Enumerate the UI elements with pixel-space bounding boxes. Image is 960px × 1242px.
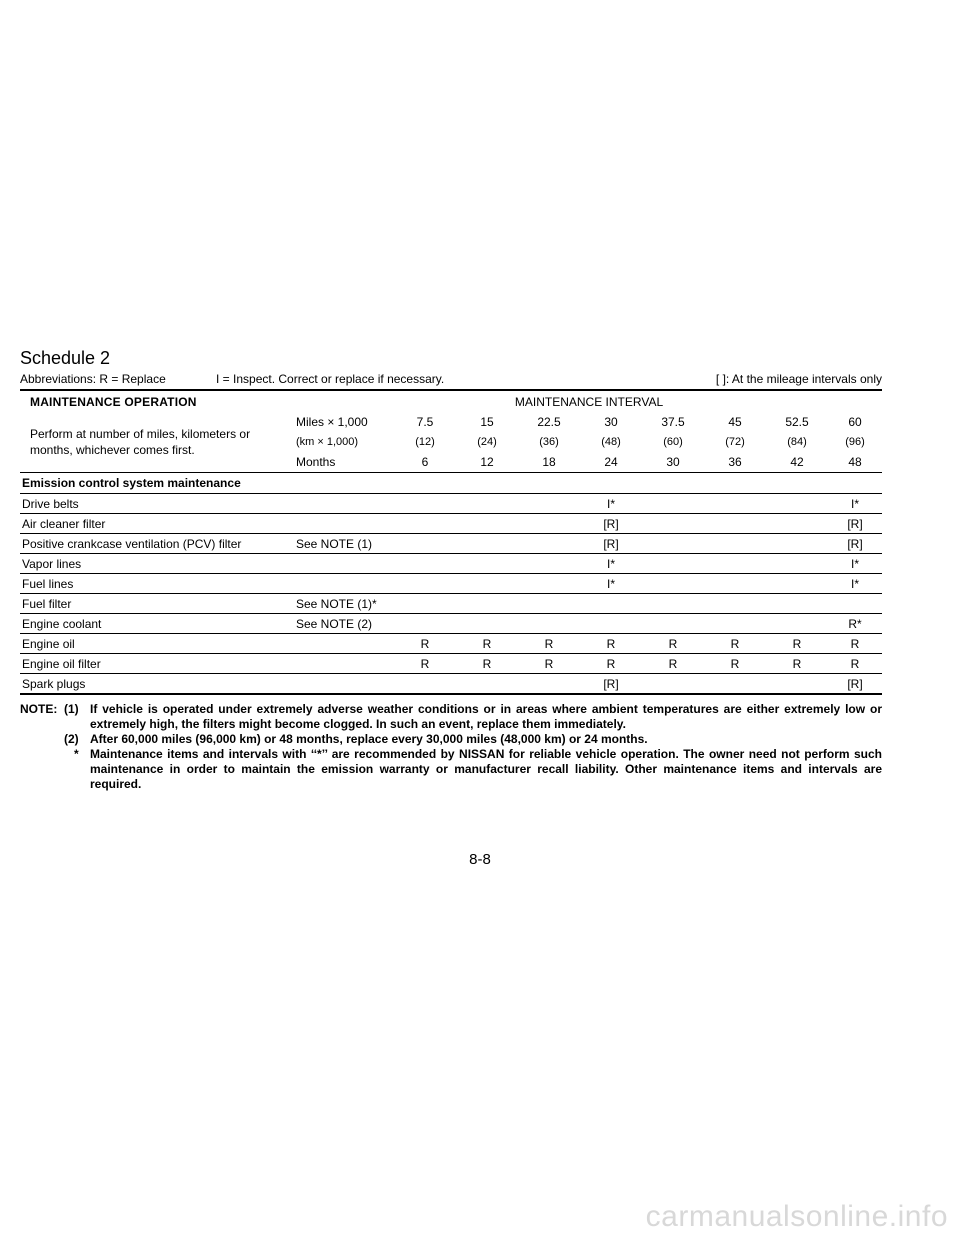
interval-cell — [394, 674, 456, 695]
operation-name: Vapor lines — [20, 554, 294, 574]
operation-note — [294, 494, 394, 514]
miles-cell: 22.5 — [537, 415, 561, 429]
km-cell: (84) — [787, 436, 807, 448]
km-cell: (60) — [663, 436, 683, 448]
operation-note: See NOTE (2) — [294, 614, 394, 634]
table-row — [20, 634, 882, 654]
km-cell: (72) — [725, 436, 745, 448]
interval-cell — [642, 554, 704, 574]
interval-cell — [704, 494, 766, 514]
operation-note — [294, 674, 394, 695]
months-cell: 12 — [456, 452, 518, 473]
note-item — [20, 702, 882, 732]
note-item — [20, 747, 882, 792]
km-cell: (48) — [601, 436, 621, 448]
interval-cell — [766, 594, 828, 614]
perform-instructions: Perform at number of miles, kilometers or months, whichever comes first. — [30, 427, 251, 457]
interval-cell — [828, 594, 882, 614]
miles-cell: 37.5 — [661, 415, 685, 429]
top-rule — [20, 389, 882, 391]
interval-cell — [704, 594, 766, 614]
interval-cell: R — [518, 634, 580, 654]
interval-cell — [642, 674, 704, 695]
operation-name: Positive crankcase ventilation (PCV) filter — [20, 534, 294, 554]
miles-cell: 52.5 — [785, 415, 809, 429]
page-number: 8-8 — [469, 851, 491, 868]
interval-cell: R — [456, 654, 518, 674]
interval-cell: [R] — [580, 534, 642, 554]
operation-name: Engine oil — [20, 634, 294, 654]
interval-cell — [456, 574, 518, 594]
interval-cell — [766, 534, 828, 554]
km-cell: (36) — [539, 436, 559, 448]
interval-cell — [704, 674, 766, 695]
months-cell: 18 — [518, 452, 580, 473]
note-number: * — [74, 747, 79, 761]
interval-cell — [456, 594, 518, 614]
interval-header: MAINTENANCE INTERVAL — [514, 395, 664, 409]
interval-cell — [518, 554, 580, 574]
miles-cell: 60 — [848, 415, 862, 429]
table-row — [20, 674, 882, 695]
interval-cell — [580, 614, 642, 634]
table-row — [20, 514, 882, 534]
schedule-title: Schedule 2 — [20, 348, 111, 368]
interval-cell: R — [766, 634, 828, 654]
interval-cell: R — [704, 634, 766, 654]
interval-cell: [R] — [580, 674, 642, 695]
interval-cell — [456, 674, 518, 695]
interval-cell — [518, 514, 580, 534]
interval-cell: I* — [828, 494, 882, 514]
interval-cell — [394, 534, 456, 554]
table-row — [20, 614, 882, 634]
months-cell: 24 — [580, 452, 642, 473]
miles-cell: 7.5 — [416, 415, 434, 429]
interval-cell — [456, 554, 518, 574]
interval-cell — [456, 534, 518, 554]
operation-note: See NOTE (1)* — [294, 594, 394, 614]
table-row — [20, 494, 882, 514]
interval-cell — [518, 614, 580, 634]
interval-cell — [456, 514, 518, 534]
interval-cell — [642, 494, 704, 514]
operation-name: Spark plugs — [20, 674, 294, 695]
interval-cell — [642, 534, 704, 554]
interval-cell — [766, 674, 828, 695]
operation-name: Engine coolant — [20, 614, 294, 634]
table-row — [20, 654, 882, 674]
interval-cell: I* — [580, 574, 642, 594]
interval-cell: I* — [580, 554, 642, 574]
km-label: (km × 1,000) — [296, 436, 359, 448]
operation-note — [294, 514, 394, 534]
interval-cell — [766, 494, 828, 514]
interval-cell: [R] — [828, 534, 882, 554]
interval-cell — [518, 494, 580, 514]
interval-cell — [642, 614, 704, 634]
abbrev-inspect: I = Inspect. Correct or replace if necessary. — [216, 372, 445, 386]
maintenance-table — [20, 392, 882, 695]
interval-cell — [394, 574, 456, 594]
km-cell: (12) — [415, 436, 435, 448]
interval-cell — [394, 494, 456, 514]
interval-cell — [394, 594, 456, 614]
interval-cell — [580, 594, 642, 614]
miles-cell: 45 — [728, 415, 742, 429]
interval-cell: [R] — [828, 514, 882, 534]
section-row — [20, 473, 882, 494]
operation-note — [294, 574, 394, 594]
interval-cell — [394, 514, 456, 534]
interval-cell — [766, 514, 828, 534]
interval-cell: I* — [828, 554, 882, 574]
miles-label: Miles × 1,000 — [296, 415, 368, 429]
interval-cell — [766, 574, 828, 594]
operation-name: Fuel filter — [20, 594, 294, 614]
header-row — [20, 392, 882, 412]
abbreviations-line — [20, 372, 882, 388]
miles-cell: 30 — [604, 415, 618, 429]
interval-cell — [766, 614, 828, 634]
table-body — [20, 494, 882, 695]
operation-header: MAINTENANCE OPERATION — [30, 395, 197, 409]
interval-cell — [518, 594, 580, 614]
section-heading: Emission control system maintenance — [20, 473, 882, 494]
interval-cell: R — [394, 634, 456, 654]
operation-name: Engine oil filter — [20, 654, 294, 674]
interval-cell: [R] — [580, 514, 642, 534]
interval-cell — [456, 494, 518, 514]
interval-cell — [704, 534, 766, 554]
months-cell: 6 — [394, 452, 456, 473]
interval-cell — [704, 514, 766, 534]
interval-cell: I* — [828, 574, 882, 594]
interval-cell — [704, 574, 766, 594]
interval-cell: R — [828, 654, 882, 674]
operation-name: Fuel lines — [20, 574, 294, 594]
operation-note — [294, 654, 394, 674]
interval-cell — [518, 674, 580, 695]
note-text: After 60,000 miles (96,000 km) or 48 months, replace every 30,000 miles (48,000 km) or 24 months. — [90, 732, 648, 746]
interval-cell — [642, 514, 704, 534]
interval-cell: R — [642, 634, 704, 654]
interval-cell: R — [518, 654, 580, 674]
watermark: carmanualsonline.info — [645, 1200, 948, 1233]
interval-cell: I* — [580, 494, 642, 514]
interval-cell: R — [456, 634, 518, 654]
months-cell: 36 — [704, 452, 766, 473]
interval-cell — [456, 614, 518, 634]
interval-cell — [642, 574, 704, 594]
months-cell: 42 — [766, 452, 828, 473]
interval-cell: R — [394, 654, 456, 674]
table-row — [20, 554, 882, 574]
notes-block — [20, 702, 882, 792]
table-row — [20, 534, 882, 554]
interval-cell: R* — [828, 614, 882, 634]
interval-cell — [642, 594, 704, 614]
interval-cell — [766, 554, 828, 574]
interval-cell — [518, 574, 580, 594]
km-cell: (24) — [477, 436, 497, 448]
interval-cell: R — [580, 654, 642, 674]
operation-name: Air cleaner filter — [20, 514, 294, 534]
table-row — [20, 594, 882, 614]
interval-cell — [704, 554, 766, 574]
operation-note: See NOTE (1) — [294, 534, 394, 554]
operation-name: Drive belts — [20, 494, 294, 514]
interval-cell: R — [828, 634, 882, 654]
note-item — [20, 732, 882, 747]
interval-cell — [394, 614, 456, 634]
interval-cell: [R] — [828, 674, 882, 695]
miles-cell: 15 — [480, 415, 494, 429]
abbrev-bracket: [ ]: At the mileage intervals only — [715, 372, 882, 386]
months-label: Months — [294, 452, 394, 473]
months-cell: 30 — [642, 452, 704, 473]
interval-cell: R — [642, 654, 704, 674]
note-label: NOTE: — [20, 702, 58, 716]
km-cell: (96) — [845, 436, 865, 448]
note-number: (1) — [64, 702, 79, 716]
interval-cell — [704, 614, 766, 634]
months-cell: 48 — [828, 452, 882, 473]
operation-note — [294, 634, 394, 654]
note-number: (2) — [64, 732, 79, 746]
miles-row — [20, 412, 882, 432]
operation-note — [294, 554, 394, 574]
note-text: Maintenance items and intervals with ‘‘*’’ are recommended by NISSAN for reliable vehicle operation. The owner need not perform such maintenance in order to maintain the emission warranty or manufacturer recall liability. Other maintenance items and intervals are required. — [90, 747, 882, 791]
interval-cell — [394, 554, 456, 574]
abbrev-replace: Abbreviations: R = Replace — [20, 372, 166, 386]
interval-cell — [518, 534, 580, 554]
interval-cell: R — [766, 654, 828, 674]
note-text: If vehicle is operated under extremely adverse weather conditions or in areas where ambient temperatures are either extremely low or extremely high, the filters might become clogged. In such an event, replace them immediately. — [90, 702, 882, 731]
interval-cell: R — [704, 654, 766, 674]
table-row — [20, 574, 882, 594]
interval-cell: R — [580, 634, 642, 654]
